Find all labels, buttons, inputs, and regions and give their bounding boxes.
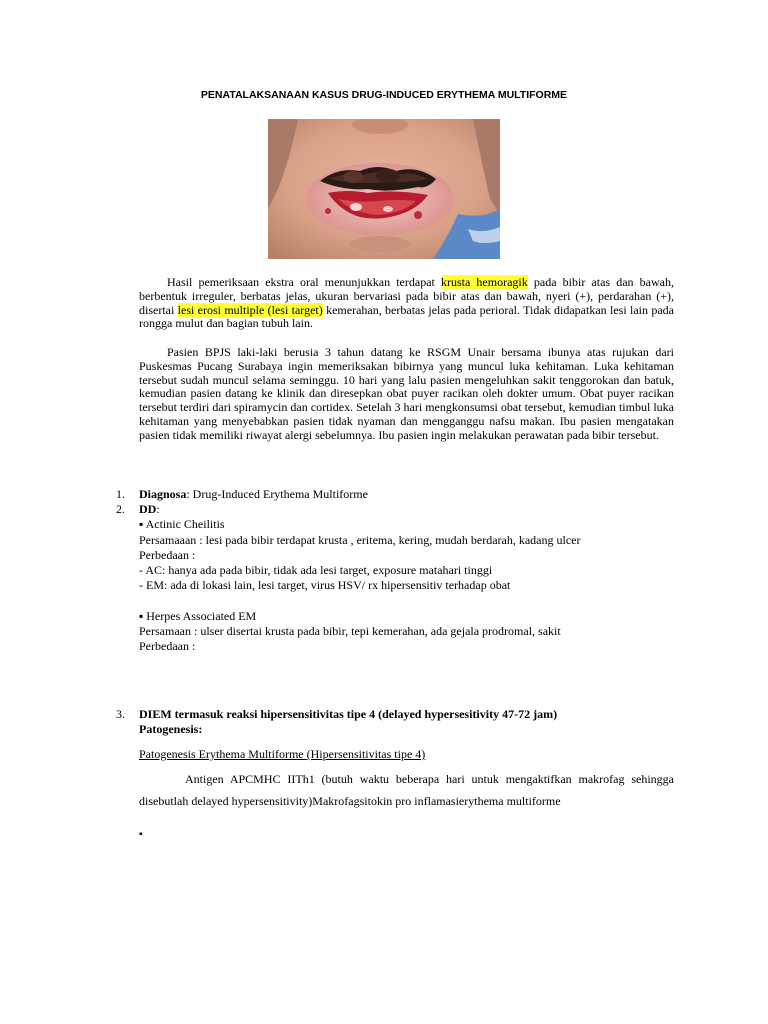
final-bullet: ▪ [139, 829, 143, 840]
dd1-perbedaan: Perbedaan : [139, 548, 196, 562]
clinical-photo-lips [268, 119, 500, 259]
highlight-lesi-erosi: lesi erosi multiple (lesi target) [177, 302, 323, 317]
patogenesis-label: Patogenesis: [139, 722, 203, 736]
dd-line [139, 502, 160, 516]
diagnosa-value: : Drug-Induced Erythema Multiforme [186, 487, 368, 501]
patogenesis-heading: Patogenesis Erythema Multiforme (Hipersensitivitas tipe 4) [139, 747, 426, 761]
document-title: PENATALAKSANAAN KASUS DRUG-INDUCED ERYTHEMA MULTIFORME [200, 89, 568, 101]
dd2-perbedaan: Perbedaan : [139, 639, 196, 653]
list-number-2: 2. [116, 502, 125, 516]
para1-text-1: Hasil pemeriksaan ekstra oral menunjukkan terdapat [167, 275, 441, 289]
patient-history-paragraph: Pasien BPJS laki-laki berusia 3 tahun datang ke RSGM Unair bersama ibunya atas rujukan dari Puskesmas Pucang Surabaya ingin memeriksakan bibirnya yang muncul luka kehitaman. Luka kehitaman tersebut sudah muncul selama seminggu. 10 hari yang lalu pasien mengeluhkan sakit tenggorokan dan batuk, kemudian pasien datang ke klinik dan diresepkan obat puyer racikan oleh dokter umum. Obat puyer racikan tersebut terdiri dari spiramycin dan cortidex. Setelah 3 hari mengkonsumsi obat tersebut, kemudian timbul luka kehitaman yang menyebabkan pasien tidak nyaman dan mengganggu nafsu makan. Ibu pasien mengatakan pasien tidak memiliki riwayat alergi sebelumnya. Ibu pasien ingin melakukan perawatan pada bibir tersebut. [139, 345, 674, 442]
dd1-title: ▪ Actinic Cheilitis [139, 517, 225, 531]
dd1-ac: - AC: hanya ada pada bibir, tidak ada lesi target, exposure matahari tinggi [139, 563, 493, 577]
list-number-1: 1. [116, 487, 125, 501]
highlight-krusta: krusta hemoragik [440, 275, 528, 289]
diagnosa-label: Diagnosa [139, 487, 187, 501]
list-number-3: 3. [116, 707, 125, 721]
dd-label: DD [139, 502, 157, 516]
clinical-findings-paragraph [139, 276, 674, 331]
diem-statement: DIEM termasuk reaksi hipersensitivitas tipe 4 (delayed hypersesitivity 47-72 jam) [139, 707, 558, 721]
antigen-pathway-text: Antigen APCMHC IITh1 (butuh waktu beberapa hari untuk mengaktifkan makrofag sehingga disebutlah delayed hypersensitivity)Makrofagsitokin pro inflamasierythema multiforme [139, 772, 674, 808]
dd2-persamaan: Persamaan : ulser disertai krusta pada bibir, tepi kemerahan, ada gejala prodromal, sakit [139, 624, 561, 638]
dd1-persamaan: Persamaaan : lesi pada bibir terdapat krusta , eritema, kering, mudah berdarah, kadang ulcer [139, 533, 581, 547]
dd-colon: : [156, 502, 160, 516]
para1-text-2: pada bibir atas dan bawah, berbentuk irreguler, berbatas jelas, ukuran bervariasi pada bibir atas dan bawah, nyeri (+), perdarahan (+), disertai [139, 275, 674, 317]
diagnosa-line [139, 487, 368, 501]
dd1-em: - EM: ada di lokasi lain, lesi target, virus HSV/ rx hipersensitiv terhadap obat [139, 578, 511, 592]
dd2-title: ▪ Herpes Associated EM [139, 609, 257, 623]
para1-text-3: kemerahan, berbatas jelas pada perioral. Tidak didapatkan lesi lain pada rongga mulut dan bagian tubuh lain. [139, 302, 674, 331]
